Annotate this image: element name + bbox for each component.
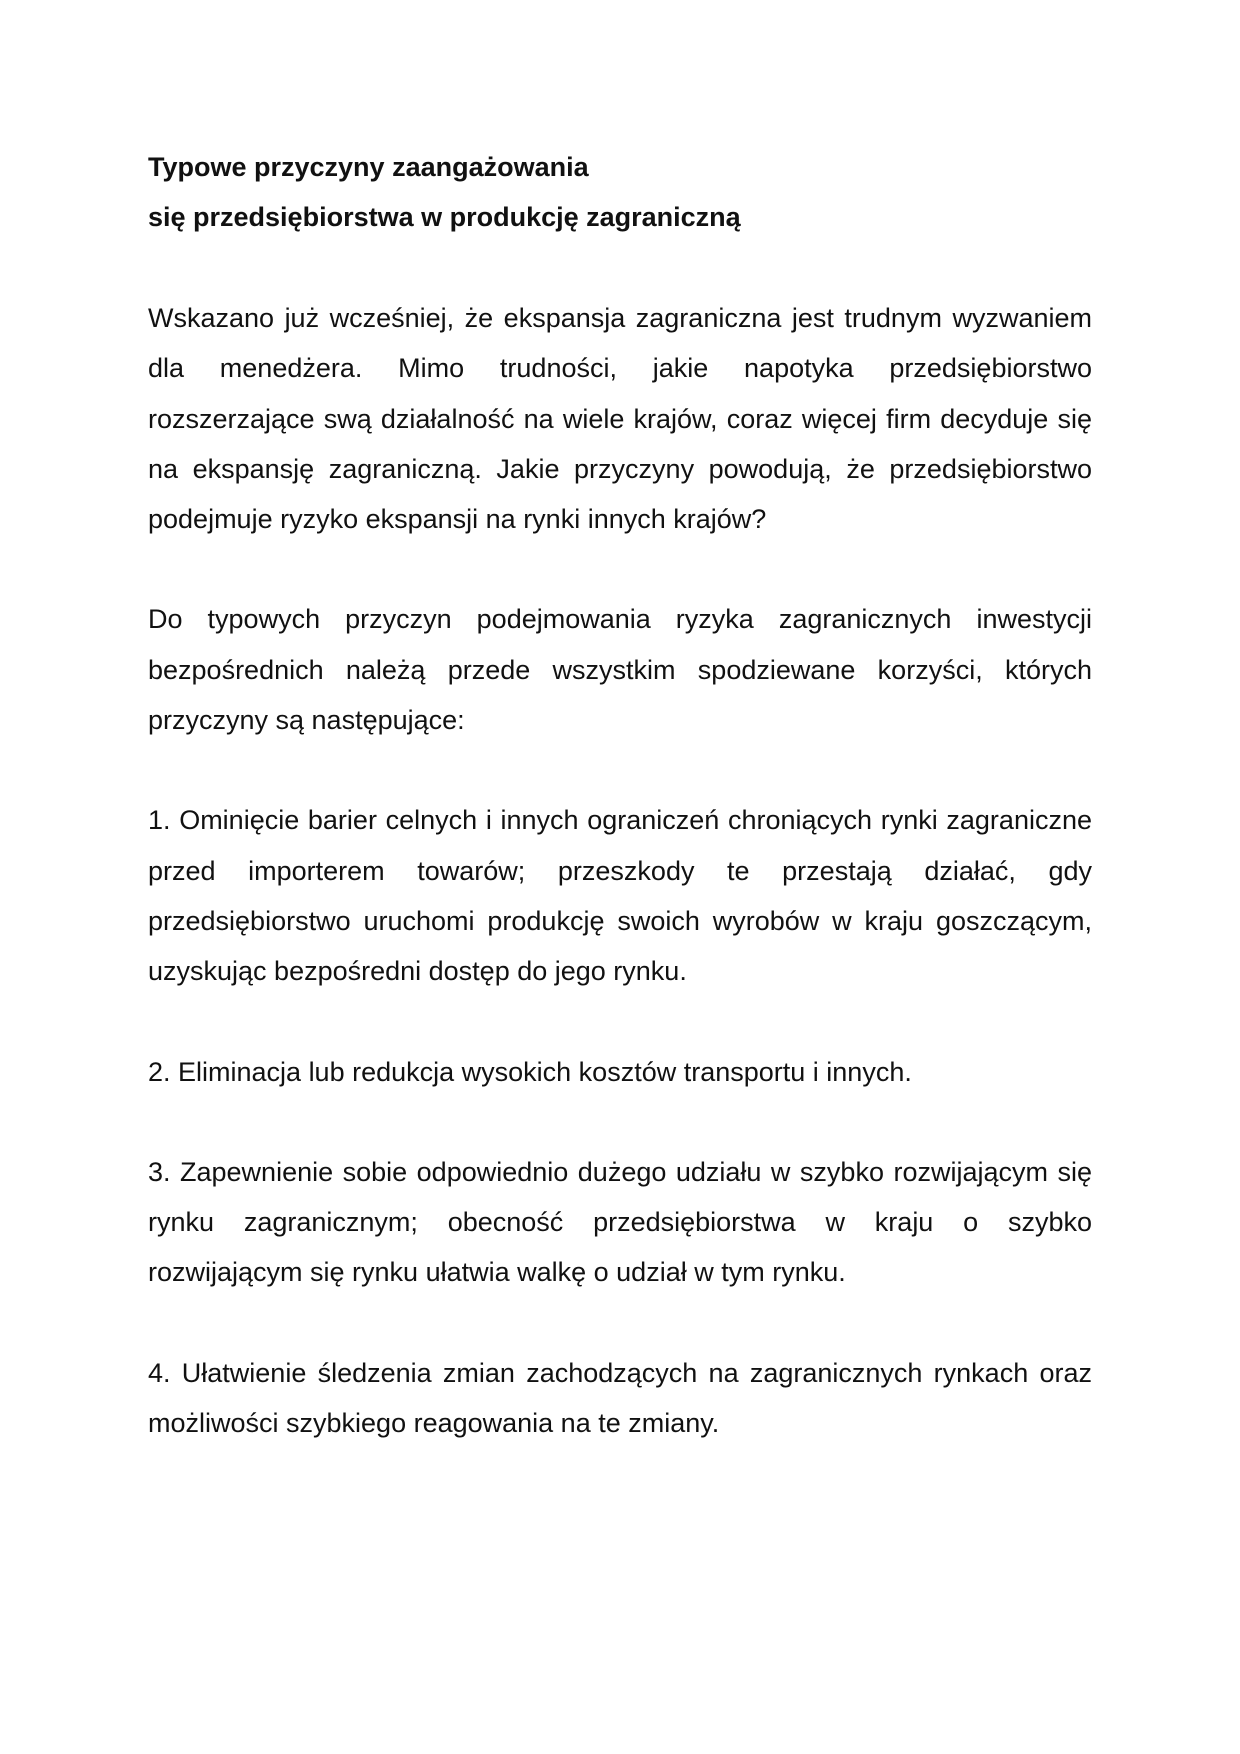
title-line-1: Typowe przyczyny zaangażowania: [148, 152, 589, 182]
document-title: [148, 142, 1092, 242]
list-item-2: 2. Eliminacja lub redukcja wysokich kosztów transportu i innych.: [148, 1056, 912, 1087]
list-item-1: 1. Ominięcie barier celnych i innych ograniczeń chroniących rynki zagraniczne przed importerem towarów; przeszkody te przestają działać, gdy przedsiębiorstwo uruchomi produkcję swoich wyrobów w kraju goszczącym, uzyskując bezpośredni dostęp do jego rynku.: [148, 805, 1092, 987]
list-item-3: 3. Zapewnienie sobie odpowiednio dużego udziału w szybko rozwijającym się rynku zagranicznym; obecność przedsiębiorstwa w kraju o szybko rozwijającym się rynku ułatwia walkę o udział w tym rynku.: [148, 1156, 1092, 1288]
paragraph-causes-lead: Do typowych przyczyn podejmowania ryzyka zagranicznych inwestycji bezpośrednich należą przede wszystkim spodziewane korzyści, których przyczyny są następujące:: [148, 604, 1092, 736]
title-line-2: się przedsiębiorstwa w produkcję zagraniczną: [148, 202, 741, 232]
list-item-4: 4. Ułatwienie śledzenia zmian zachodzących na zagranicznych rynkach oraz możliwości szybkiego reagowania na te zmiany.: [148, 1357, 1092, 1439]
document-page: [148, 142, 1092, 1448]
paragraph-intro: Wskazano już wcześniej, że ekspansja zagraniczna jest trudnym wyzwaniem dla menedżera. Mimo trudności, jakie napotyka przedsiębiorstwo rozszerzające swą działalność na wiele krajów, coraz więcej firm decyduje się na ekspansję zagraniczną. Jakie przyczyny powodują, że przedsiębiorstwo podejmuje ryzyko ekspansji na rynki innych krajów?: [148, 303, 1092, 535]
